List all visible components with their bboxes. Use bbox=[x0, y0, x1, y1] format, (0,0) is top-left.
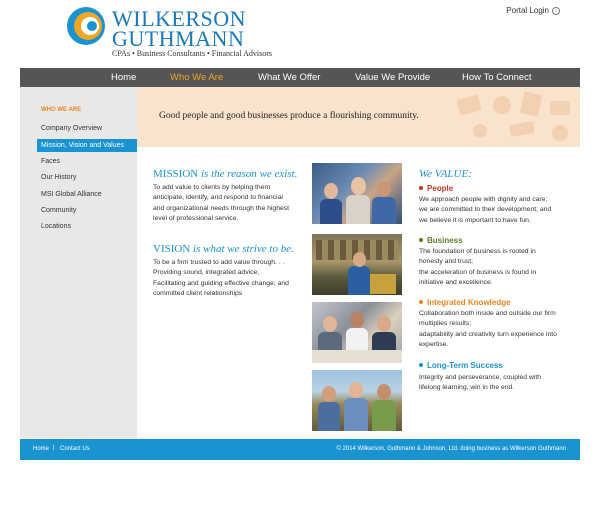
value-line: lifelong learning, win in the end. bbox=[419, 384, 515, 392]
value-text-integrated-knowledge bbox=[419, 309, 569, 350]
page-banner bbox=[137, 87, 580, 147]
logo-name-line1: WILKERSON bbox=[112, 6, 247, 31]
vision-heading bbox=[153, 243, 294, 255]
bullet-dot-icon bbox=[419, 238, 423, 242]
logo-swirl-icon bbox=[66, 6, 106, 46]
value-heading-integrated-knowledge bbox=[419, 298, 511, 307]
value-line: adaptability and creativity turn experience into bbox=[419, 330, 557, 338]
sidebar-item-locations[interactable]: Locations bbox=[41, 223, 71, 230]
nav-item-home[interactable]: Home bbox=[111, 72, 137, 83]
value-heading-label: Integrated Knowledge bbox=[427, 298, 511, 307]
value-heading-label: People bbox=[427, 184, 454, 193]
sidebar-item-company-overview[interactable]: Company Overview bbox=[41, 125, 103, 132]
mission-line: level of professional service. bbox=[153, 214, 239, 222]
vision-text bbox=[153, 258, 303, 299]
bullet-dot-icon bbox=[419, 300, 423, 304]
site-footer bbox=[20, 439, 580, 460]
sidebar-item-msi-global-alliance[interactable]: MSI Global Alliance bbox=[41, 191, 102, 198]
vision-line: committed client relationships bbox=[153, 289, 243, 297]
mission-line: To add value to clients by helping them bbox=[153, 184, 271, 191]
banner-decoration-icon bbox=[440, 87, 580, 147]
vision-heading-main: VISION bbox=[153, 243, 191, 255]
value-text-people bbox=[419, 195, 569, 226]
vision-line: To be a firm trusted to add value through. . . bbox=[153, 259, 285, 266]
value-line: we believe it is important to have fun. bbox=[419, 216, 531, 224]
bullet-dot-icon bbox=[419, 186, 423, 190]
footer-copyright: © 2014 Wilkerson, Guthmann & Johnson, Ltd. doing business as Wilkerson Guthmann bbox=[336, 446, 566, 452]
values-heading: We VALUE: bbox=[419, 168, 472, 180]
value-heading-business bbox=[419, 236, 463, 245]
sidebar-item-community[interactable]: Community bbox=[41, 207, 77, 214]
logo-tagline: CPAs • Business Consultants • Financial Advisors bbox=[112, 49, 272, 58]
portal-login-label: Portal Login bbox=[506, 6, 549, 15]
mission-heading-tagline: is the reason we exist. bbox=[198, 168, 298, 180]
vision-heading-tagline: is what we strive to be. bbox=[190, 243, 294, 255]
value-line: we are committed to their development; and bbox=[419, 206, 552, 214]
value-line: expertise. bbox=[419, 340, 449, 348]
footer-link-home[interactable]: Home bbox=[33, 446, 50, 452]
value-line: The foundation of business is rooted in bbox=[419, 248, 536, 255]
sidebar bbox=[20, 87, 137, 438]
photo-group-of-people bbox=[312, 163, 402, 224]
mission-heading bbox=[153, 168, 297, 180]
sidebar-heading: WHO WE ARE bbox=[41, 107, 82, 113]
value-text-long-term-success bbox=[419, 373, 569, 394]
main-nav bbox=[20, 68, 580, 87]
vision-line: Facilitating and guiding effective change; and bbox=[153, 279, 289, 287]
arrow-circle-icon: › bbox=[552, 7, 560, 15]
mission-line: and organizational needs through the highest bbox=[153, 204, 290, 212]
logo-name-line2: GUTHMANN bbox=[112, 26, 245, 51]
value-line: Collaboration both inside and outside our firm bbox=[419, 310, 556, 317]
nav-item-how-to-connect[interactable]: How To Connect bbox=[462, 72, 532, 83]
mission-text bbox=[153, 183, 303, 224]
footer-link-contact-us[interactable]: Contact Us bbox=[60, 446, 90, 452]
sidebar-item-our-history[interactable]: Our History bbox=[41, 174, 77, 181]
sidebar-item-faces[interactable]: Faces bbox=[41, 158, 61, 165]
banner-text: Good people and good businesses produce a flourishing community. bbox=[159, 111, 419, 121]
bullet-dot-icon bbox=[419, 363, 423, 367]
value-heading-label: Long-Term Success bbox=[427, 361, 503, 370]
site-logo[interactable] bbox=[66, 6, 276, 60]
value-line: We approach people with dignity and care; bbox=[419, 196, 548, 203]
value-heading-people bbox=[419, 184, 453, 193]
vision-line: Providing sound, integrated advice; bbox=[153, 269, 260, 277]
mission-line: anticipate, identify, and respond to financial bbox=[153, 194, 283, 202]
photo-business-meeting bbox=[312, 302, 402, 363]
value-line: the acceleration of business is found in bbox=[419, 268, 537, 276]
value-line: initiative and excellence. bbox=[419, 278, 493, 286]
value-line: Integrity and perseverance, coupled with bbox=[419, 374, 542, 381]
nav-item-what-we-offer[interactable]: What We Offer bbox=[258, 72, 321, 83]
value-heading-long-term-success bbox=[419, 361, 503, 370]
value-line: multiplies results; bbox=[419, 320, 472, 328]
photo-warehouse-worker bbox=[312, 234, 402, 295]
mission-heading-main: MISSION bbox=[153, 168, 199, 180]
value-text-business bbox=[419, 247, 569, 288]
portal-login-link[interactable] bbox=[506, 6, 560, 15]
nav-item-value-we-provide[interactable]: Value We Provide bbox=[355, 72, 431, 83]
value-line: honesty and trust; bbox=[419, 258, 474, 266]
sidebar-item-mission-vision-values[interactable]: Mission, Vision and Values bbox=[37, 139, 137, 152]
photo-farmers-outdoors bbox=[312, 370, 402, 431]
footer-separator: | bbox=[53, 445, 55, 451]
value-heading-label: Business bbox=[427, 236, 463, 245]
nav-item-who-we-are[interactable]: Who We Are bbox=[170, 72, 224, 83]
